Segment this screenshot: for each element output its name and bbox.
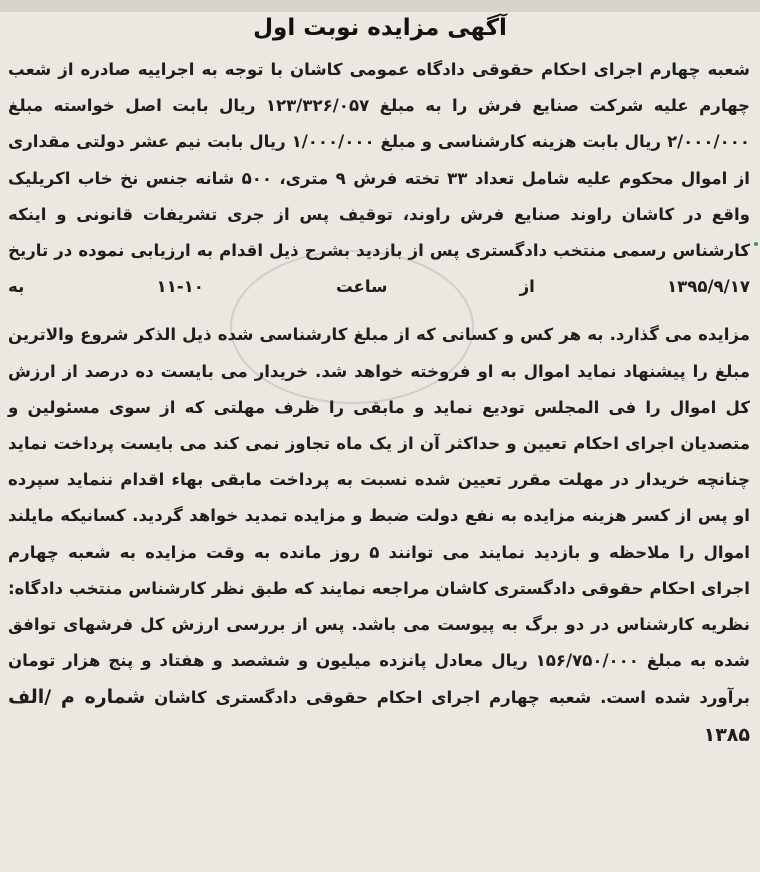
notice-title: آگهی مزایده نوبت اول <box>253 15 507 41</box>
notice-paragraph-2 <box>8 317 750 753</box>
notice-paragraph-1: شعبه چهارم اجرای احکام حقوقی دادگاه عمومی کاشان با توجه به اجراییه صادره از شعب چهارم علیه شرکت صنایع فرش را به مبلغ ۱۲۳/۳۲۶/۰۵۷ ریال بابت اصل خواسته مبلغ ۲/۰۰۰/۰۰۰ ریال بابت هزینه کارشناسی و مبلغ ۱/۰۰۰/۰۰۰ ریال بابت نیم عشر دولتی مقداری از اموال محکوم علیه شامل تعداد ۳۳ تخته فرش ۹ متری، ۵۰۰ شانه جنس نخ خاب اکریلیک واقع در کاشان راوند صنایع فرش راوند، توقیف پس از جری تشریفات قانونی و اینکه کارشناس رسمی منتخب دادگستری پس از بازدید بشرح ذیل اقدام به ارزیابی نموده در تاریخ ۱۳۹۵/۹/۱۷ از ساعت ۱۰-۱۱ به <box>8 60 751 297</box>
reference-number: شماره م /الف ۱۳۸۵ <box>8 686 750 746</box>
notice-paragraph-2-text: مزایده می گذارد. به هر کس و کسانی که از مبلغ کارشناسی شده ذیل الذکر شروع والاترین مبلغ را پیشنهاد نماید اموال به او فروخته خواهد شد. خریدار می بایست ده درصد از ارزش کل اموال را فی المجلس تودیع نماید و مابقی را ظرف مهلتی که از سوی مسئولین و متصدیان اجرای احکام تعیین و حداکثر آن از یک ماه تجاوز نمی کند می بایست پرداخت نماید چنانچه خریدار در مهلت مقرر تعیین شده نسبت به پرداخت مابقی بهاء اقدام ننماید سپرده او پس از کسر هزینه مزایده به نفع دولت ضبط و مزایده تمدید خواهد گردید. کسانیکه مایلند اموال را ملاحظه و بازدید نمایند می توانند ۵ روز مانده به وقت مزایده به شعبه چهارم اجرای احکام حقوقی دادگستری کاشان مراجعه نمایند که طبق نظر کارشناس منتخب دادگاه: نظریه کارشناس در دو برگ به پیوست می باشد. پس از بررسی ارزش کل فرشهای توافق شده به مبلغ ۱۵۶/۷۵۰/۰۰۰ ریال معادل پانزده میلیون و ششصد و هفتاد و پنج هزار تومان برآورد شده است. شعبه چهارم اجرای احکام حقوقی دادگستری کاشان <box>8 325 750 708</box>
notice-body <box>8 52 750 754</box>
paragraph-gap <box>8 305 750 317</box>
margin-mark <box>754 242 758 246</box>
